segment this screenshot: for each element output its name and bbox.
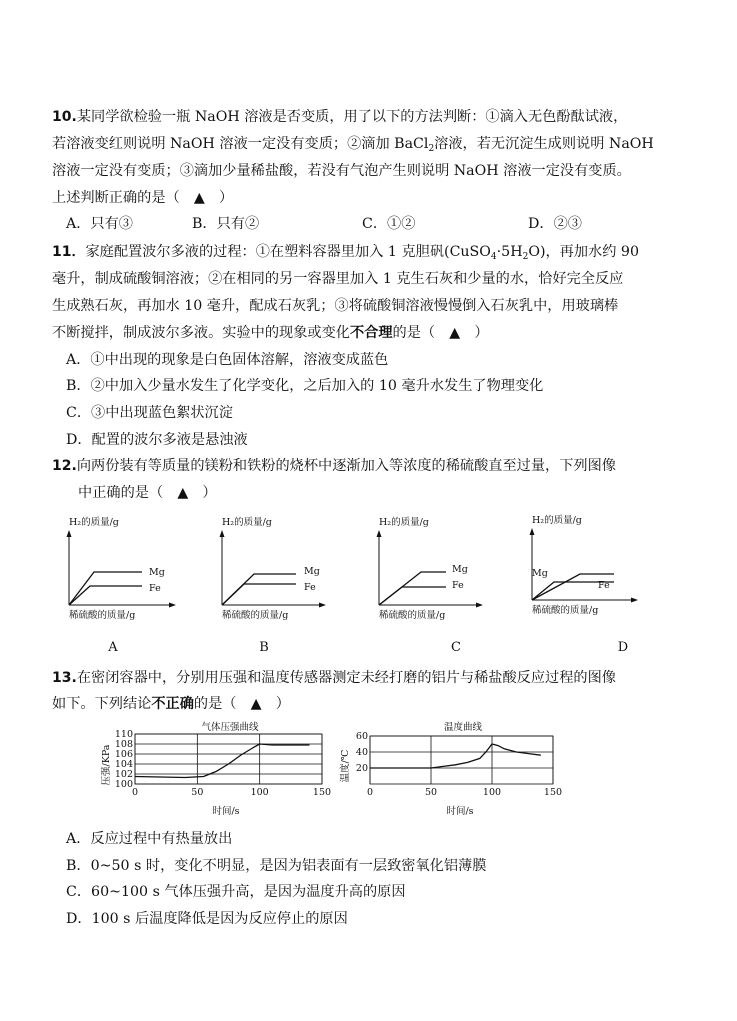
q12-graph-c[interactable] [364, 510, 504, 630]
graph-c-mg-label: Mg [452, 564, 468, 575]
q13-text-2b: 的是（ ▲ ） [193, 696, 290, 712]
temperature-chart-xtick-label: 50 [424, 787, 438, 798]
q11-text-1c: O)，再加水约 90 [528, 244, 639, 260]
q12-line-2 [78, 483, 217, 503]
graph-c-x-arrow [476, 603, 483, 608]
pressure-chart-ytick-label: 108 [114, 739, 133, 750]
q11-text-1b: ·5H [496, 244, 523, 260]
q13-emphasis: 不正确 [151, 696, 194, 712]
pressure-chart-xlabel: 时间/s [212, 806, 240, 817]
q12-graph-d[interactable] [516, 510, 656, 630]
q11-option-c[interactable]: C．③中出现蓝色絮状沉淀 [66, 405, 233, 421]
graph-c-y-arrow [377, 530, 382, 537]
temperature-chart-xlabel: 时间/s [446, 806, 474, 817]
q12-text-2: 中正确的是（ ▲ ） [78, 485, 217, 501]
graph-c-fe-curve [379, 587, 446, 605]
q11-text-4a: 不断搅拌，制成波尔多液。实验中的现象或变化 [52, 325, 350, 341]
graph-c-mg-curve [379, 572, 446, 605]
q13-text-2a: 如下。下列结论 [52, 696, 152, 712]
graph-b-x-arrow [319, 603, 326, 608]
temperature-chart-series-line [370, 744, 541, 768]
pressure-chart-ytick-label: 104 [114, 759, 133, 770]
pressure-chart-xtick-label: 0 [131, 787, 139, 798]
q13-text-1: 在密闭容器中，分别用压强和温度传感器测定未经打磨的铝片与稀盐酸反应过程的图像 [76, 670, 616, 686]
pressure-chart-svg [95, 718, 335, 818]
temperature-chart-xtick-label: 150 [543, 787, 563, 798]
q11-option-b[interactable]: B．②中加入少量水发生了化学变化，之后加入的 10 毫升水发生了物理变化 [66, 378, 544, 394]
temperature-chart-ytick-label: 40 [355, 747, 368, 758]
temperature-chart-frame [370, 736, 553, 784]
temperature-chart [338, 718, 578, 822]
q12-graph-b-letter: B [259, 640, 269, 655]
graph-b-mg-curve [222, 574, 296, 605]
graph-c-fe-label: Fe [452, 580, 464, 591]
pressure-chart-ylabel: 压强/KPa [101, 744, 112, 786]
graph-d-mg-label: Mg [532, 568, 548, 579]
graph-b-fe-label: Fe [304, 582, 316, 593]
graph-a-mg-label: Mg [149, 567, 165, 578]
q10-line-2 [52, 134, 654, 154]
graph-d-y-arrow [530, 528, 535, 535]
temperature-chart-xtick-label: 100 [482, 787, 502, 798]
graph-a-mg-curve [69, 572, 142, 605]
q11-emphasis: 不合理 [349, 325, 393, 341]
temperature-chart-ylabel: 温度/℃ [340, 749, 351, 783]
q10-text-2b: 溶液，若无沉淀生成则说明 NaOH [434, 136, 654, 152]
graph-d-ylabel: H₂的质量/g [532, 515, 582, 526]
pressure-chart-ytick-label: 102 [114, 769, 133, 780]
graph-a-x-arrow [169, 603, 176, 608]
graph-c-ylabel: H₂的质量/g [379, 517, 429, 528]
q11-line-1 [52, 242, 639, 262]
q10-line-1 [52, 107, 627, 127]
q10-text-4: 上述判断正确的是（ ▲ ） [52, 190, 234, 206]
pressure-chart-ytick-label: 106 [114, 749, 133, 760]
graph-d-x-arrow [631, 598, 638, 603]
graph-a-fe-curve [69, 586, 142, 605]
q11-text-4b: 的是（ ▲ ） [392, 325, 489, 341]
graph-a-fe-label: Fe [149, 583, 161, 594]
q12-number: 12. [52, 458, 77, 474]
q11-sub-1: 4 [490, 252, 497, 262]
pressure-chart-xtick-label: 50 [191, 787, 204, 798]
q13-option-d[interactable]: D．100 s 后温度降低是因为反应停止的原因 [66, 911, 348, 927]
pressure-chart [95, 718, 335, 822]
q11-text-1a: 家庭配置波尔多液的过程：①在塑料容器里加入 1 克胆矾(CuSO [85, 244, 491, 260]
q11-number: 11． [52, 244, 86, 260]
graph-d-xlabel: 稀硫酸的质量/g [532, 605, 599, 616]
q13-option-c[interactable]: C．60~100 s 气体压强升高，是因为温度升高的原因 [66, 884, 406, 900]
graph-b-xlabel: 稀硫酸的质量/g [222, 610, 289, 621]
q10-number: 10. [52, 109, 77, 125]
q10-option-a[interactable]: A．只有③ [66, 216, 133, 232]
q10-option-c[interactable]: C．①② [362, 216, 416, 232]
q13-option-b[interactable]: B．0~50 s 时，变化不明显，是因为铝表面有一层致密氧化铝薄膜 [66, 858, 487, 874]
graph-b-fe-curve [222, 584, 296, 605]
q10-sub: 2 [428, 144, 435, 154]
q12-graph-a[interactable] [52, 510, 192, 630]
q12-graph-b[interactable] [204, 510, 344, 630]
q13-line-1 [52, 668, 616, 688]
pressure-chart-xtick-label: 100 [250, 787, 269, 798]
graph-b-ylabel: H₂的质量/g [222, 517, 272, 528]
temperature-chart-ytick-label: 20 [355, 763, 368, 774]
q11-option-a[interactable]: A．①中出现的现象是白色固体溶解，溶液变成蓝色 [66, 352, 389, 368]
temperature-chart-xtick-label: 0 [366, 787, 374, 798]
q10-line-3 [52, 161, 631, 181]
q11-text-3: 生成熟石灰，再加水 10 毫升，配成石灰乳；③将硫酸铜溶液慢慢倒入石灰乳中，用玻璃棒 [52, 298, 619, 314]
pressure-chart-ytick-label: 100 [114, 779, 133, 790]
q11-line-2 [52, 269, 623, 289]
graph-c-xlabel: 稀硫酸的质量/g [379, 610, 446, 621]
q12-graph-c-svg [364, 510, 504, 630]
graph-a-y-arrow [67, 530, 72, 537]
pressure-chart-xtick-label: 150 [312, 787, 332, 798]
pressure-chart-title: 气体压强曲线 [201, 722, 259, 733]
pressure-chart-series-line [135, 744, 310, 778]
q13-number: 13. [52, 670, 77, 686]
q13-line-2 [52, 694, 290, 714]
q12-graph-b-svg [204, 510, 344, 630]
q12-text-1: 向两份装有等质量的镁粉和铁粉的烧杯中逐渐加入等浓度的稀硫酸直至过量，下列图像 [76, 458, 616, 474]
q12-graph-c-letter: C [451, 640, 461, 655]
q10-text-2a: 若溶液变红则说明 NaOH 溶液一定没有变质；②滴加 BaCl [52, 136, 429, 152]
q12-line-1 [52, 456, 616, 476]
q11-option-d[interactable]: D．配置的波尔多液是悬浊液 [66, 432, 248, 448]
graph-a-xlabel: 稀硫酸的质量/g [69, 610, 136, 621]
pressure-chart-ytick-label: 110 [114, 729, 133, 740]
q12-graph-d-svg [516, 510, 656, 630]
q11-sub-2: 2 [522, 252, 529, 262]
graph-a-ylabel: H₂的质量/g [69, 517, 119, 528]
q10-option-d[interactable]: D．②③ [528, 216, 582, 232]
graph-b-mg-label: Mg [304, 566, 320, 577]
q10-line-4 [52, 188, 233, 208]
temperature-chart-svg [338, 718, 578, 818]
q13-option-a[interactable]: A．反应过程中有热量放出 [66, 831, 233, 847]
q12-graph-d-letter: D [617, 640, 629, 655]
temperature-chart-ytick-label: 60 [355, 731, 368, 742]
q11-line-3 [52, 296, 618, 316]
temperature-chart-title: 温度曲线 [443, 722, 483, 733]
q12-graph-a-svg [52, 510, 192, 630]
graph-d-fe-label: Fe [598, 580, 610, 591]
q11-text-2: 毫升，制成硫酸铜溶液；②在相同的另一容器里加入 1 克生石灰和少量的水，恰好完全反应 [52, 271, 624, 287]
q10-text-1: 某同学欲检验一瓶 NaOH 溶液是否变质，用了以下的方法判断：①滴入无色酚酞试液， [76, 109, 628, 125]
q10-option-b[interactable]: B．只有② [192, 216, 260, 232]
q12-graph-a-letter: A [108, 640, 118, 655]
q11-line-4 [52, 323, 489, 343]
q10-text-3: 溶液一定没有变质；③滴加少量稀盐酸，若没有气泡产生则说明 NaOH 溶液一定没有变质。 [52, 163, 631, 179]
graph-b-y-arrow [220, 530, 225, 537]
